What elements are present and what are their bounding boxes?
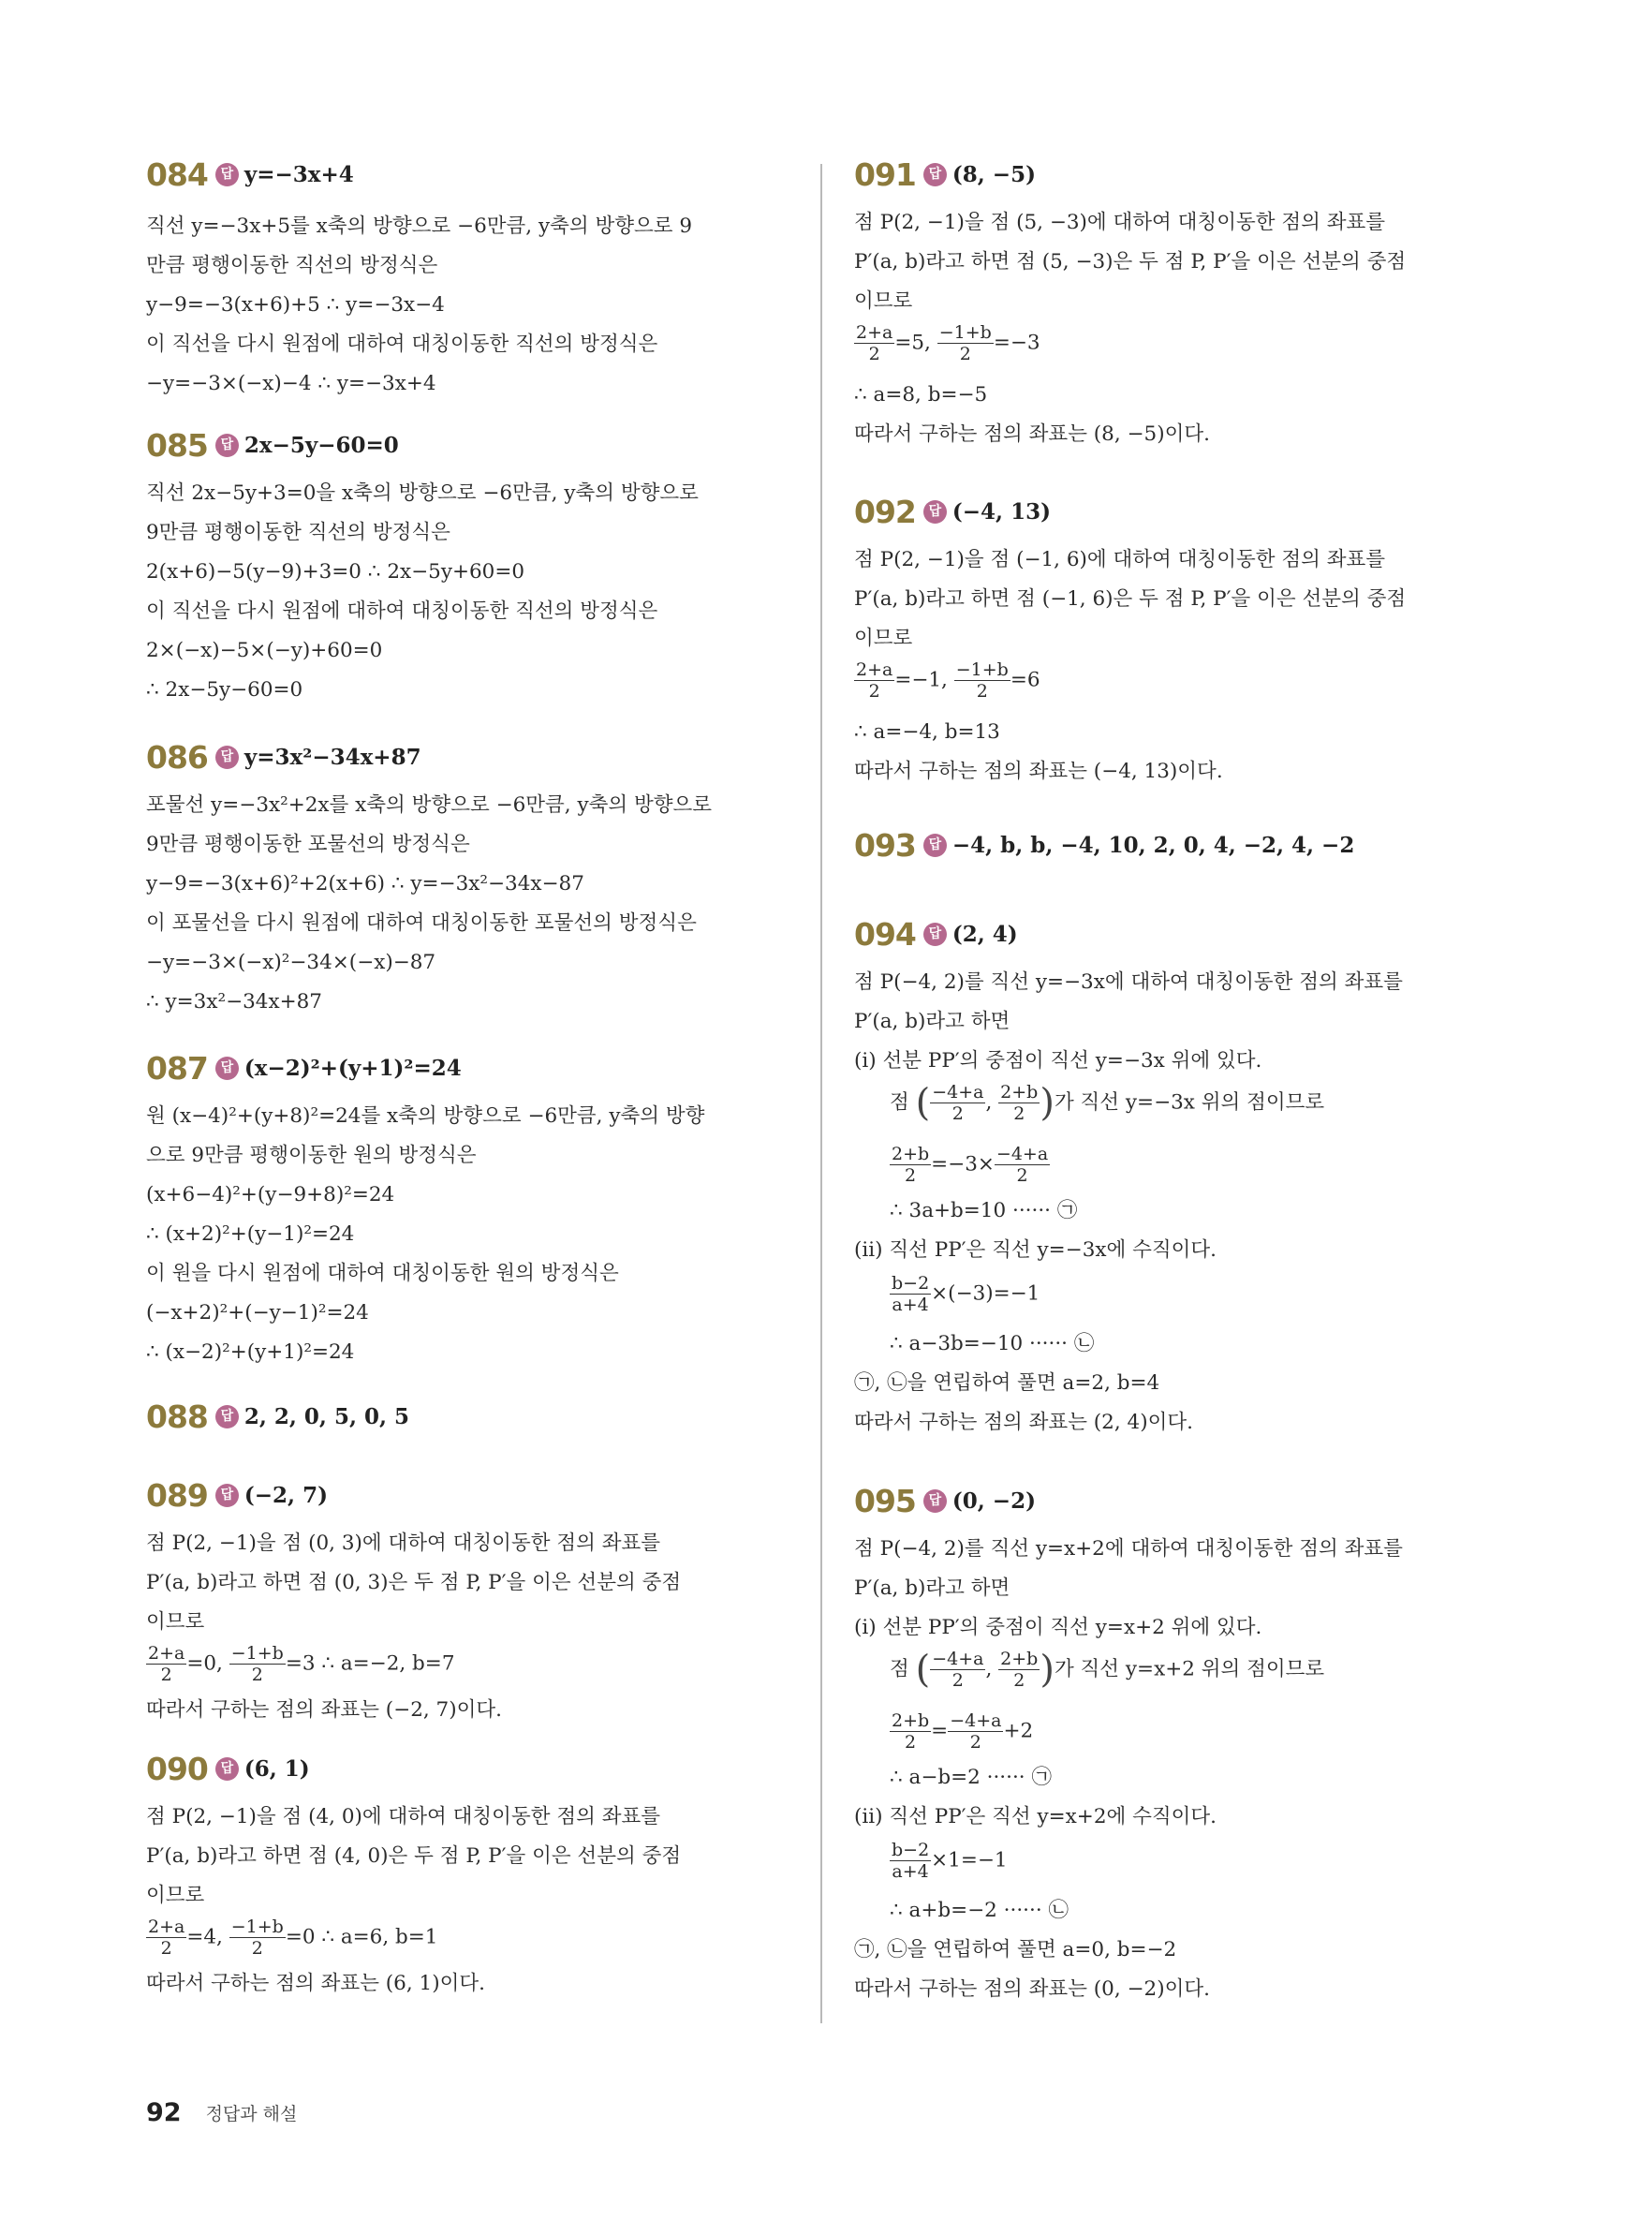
problem-number: 092 [854,493,916,530]
fraction-equation: $\frac{2+a}{2}$ =4, $\frac{-1+b}{2}$ =0 ∴ a=6, b=1 [148,1917,438,1959]
solution-line: 따라서 구하는 점의 좌표는 (8, −5)이다. [854,422,1210,446]
problem-header [146,1396,409,1437]
answer-badge: 답 [215,1057,239,1080]
answer-text: (−4, 13) [951,498,1051,525]
fraction: $\frac{-4+a}{2}$ [932,1649,984,1691]
problem-number: 088 [146,1398,208,1435]
problem-number: 086 [146,738,208,776]
solution-line: ∴ (x−2)²+(y+1)²=24 [146,1340,355,1364]
solution-line: (ⅰ) 선분 PP′의 중점이 직선 y=−3x 위에 있다. [854,1049,1262,1073]
solution-line: 직선 2x−5y+3=0을 x축의 방향으로 −6만큼, y축의 방향으로 [146,481,699,505]
fraction: $\frac{-1+b}{2}$ [230,1643,284,1685]
solution-line: 따라서 구하는 점의 좌표는 (−4, 13)이다. [854,760,1223,783]
answer-text: 2, 2, 0, 5, 0, 5 [243,1403,409,1429]
solution-line: 직선 y=−3x+5를 x축의 방향으로 −6만큼, y축의 방향으로 9 [146,215,693,238]
solution-line: ∴ y=3x²−34x+87 [146,990,322,1014]
problem-number: 094 [854,915,916,953]
solution-line: ∴ a−b=2 ······ ㉠ [890,1766,1052,1789]
solution-line: ∴ a=8, b=−5 [854,383,988,407]
fraction: $\frac{2+b}{2}$ [892,1144,930,1186]
problem-number: 090 [146,1750,208,1787]
answer-badge: 답 [215,1757,239,1781]
fraction-equation: $\frac{2+a}{2}$ =0, $\frac{-1+b}{2}$ =3 ∴ a=−2, b=7 [148,1643,455,1685]
problem-number: 084 [146,155,208,193]
fraction: $\frac{b-2}{a+4}$ [892,1840,930,1882]
fraction: $\frac{b-2}{a+4}$ [892,1273,930,1315]
problem-number: 089 [146,1476,208,1514]
answer-badge: 답 [923,500,947,524]
problem-header [854,913,1018,955]
fraction-equation: $\frac{2+a}{2}$ =5, $\frac{-1+b}{2}$ =−3 [856,322,1040,364]
solution-line: P′(a, b)라고 하면 [854,1010,1010,1033]
answer-text: (0, −2) [951,1487,1036,1514]
solution-line: 이 포물선을 다시 원점에 대하여 대칭이동한 포물선의 방정식은 [146,911,697,935]
solution-line: ∴ 3a+b=10 ······ ㉠ [890,1199,1078,1222]
answer-text: y=−3x+4 [243,161,354,187]
solution-line: 9만큼 평행이동한 포물선의 방정식은 [146,833,470,856]
solution-line: ㉠, ㉡을 연립하여 풀면 a=0, b=−2 [854,1938,1177,1961]
solution-line: −y=−3×(−x)−4 ∴ y=−3x+4 [146,372,436,395]
fraction: $\frac{2+b}{2}$ [1000,1649,1039,1691]
solution-line: 9만큼 평행이동한 직선의 방정식은 [146,521,450,544]
solution-line: 원 (x−4)²+(y+8)²=24를 x축의 방향으로 −6만큼, y축의 방향 [146,1104,705,1128]
solution-line: 따라서 구하는 점의 좌표는 (6, 1)이다. [146,1972,485,1995]
answer-text: −4, b, b, −4, 10, 2, 0, 4, −2, 4, −2 [951,832,1355,858]
solution-line: 이므로 [854,627,913,650]
solution-line: 점 P(−4, 2)를 직선 y=−3x에 대하여 대칭이동한 점의 좌표를 [854,970,1403,994]
solution-line: ∴ 2x−5y−60=0 [146,678,303,702]
solution-line: 이 직선을 다시 원점에 대하여 대칭이동한 직선의 방정식은 [146,599,658,623]
solution-line: 점 P(2, −1)을 점 (4, 0)에 대하여 대칭이동한 점의 좌표를 [146,1805,660,1828]
answer-badge: 답 [215,163,239,186]
solution-line: P′(a, b)라고 하면 점 (0, 3)은 두 점 P, P′을 이은 선분의 중점 [146,1571,682,1594]
fraction: $\frac{-1+b}{2}$ [230,1917,284,1959]
solution-line: 점 P(2, −1)을 점 (5, −3)에 대하여 대칭이동한 점의 좌표를 [854,211,1386,234]
solution-line: (ⅰ) 선분 PP′의 중점이 직선 y=x+2 위에 있다. [854,1616,1262,1639]
fraction: $\frac{-4+a}{2}$ [950,1710,1002,1753]
solution-line: (ⅱ) 직선 PP′은 직선 y=−3x에 수직이다. [854,1238,1217,1262]
midpoint-line: 점 ( $\frac{-4+a}{2}$ , $\frac{2+b}{2}$ )가 직선 y=−3x 위의 점이므로 [890,1081,1325,1125]
solution-line: 이므로 [146,1610,205,1634]
fraction: $\frac{-4+a}{2}$ [932,1082,984,1124]
solution-line: 따라서 구하는 점의 좌표는 (2, 4)이다. [854,1411,1193,1434]
problem-header [146,424,399,466]
solution-line: 이 직선을 다시 원점에 대하여 대칭이동한 직선의 방정식은 [146,333,658,356]
solution-line: −y=−3×(−x)²−34×(−x)−87 [146,951,436,974]
problem-header [146,1047,462,1088]
solution-line: 2(x+6)−5(y−9)+3=0 ∴ 2x−5y+60=0 [146,560,525,584]
problem-header [854,1480,1036,1521]
solution-line: 2×(−x)−5×(−y)+60=0 [146,639,383,662]
page-number: 92 [146,2098,182,2127]
solution-line: (−x+2)²+(−y−1)²=24 [146,1301,369,1325]
solution-line: 으로 9만큼 평행이동한 원의 방정식은 [146,1144,477,1167]
answer-badge: 답 [923,923,947,946]
problem-number: 093 [854,826,916,864]
fraction: $\frac{2+b}{2}$ [1000,1082,1039,1124]
solution-line: 따라서 구하는 점의 좌표는 (0, −2)이다. [854,1977,1210,2001]
answer-badge: 답 [215,1405,239,1428]
fraction-equation: $\frac{b-2}{a+4}$ ×1=−1 [892,1840,1008,1882]
answer-badge: 답 [923,163,947,186]
fraction: $\frac{2+b}{2}$ [892,1710,930,1753]
fraction: $\frac{2+a}{2}$ [148,1643,185,1685]
fraction-equation: $\frac{b-2}{a+4}$ ×(−3)=−1 [892,1273,1040,1315]
solution-line: P′(a, b)라고 하면 점 (−1, 6)은 두 점 P, P′을 이은 선분의 중점 [854,587,1407,611]
fraction: $\frac{-4+a}{2}$ [996,1144,1049,1186]
problem-number: 087 [146,1049,208,1087]
solution-line: ∴ (x+2)²+(y−1)²=24 [146,1222,355,1246]
solution-line: 이므로 [146,1884,205,1907]
problem-header [146,736,421,777]
solution-line: 점 P(2, −1)을 점 (−1, 6)에 대하여 대칭이동한 점의 좌표를 [854,548,1386,571]
fraction: $\frac{-1+b}{2}$ [938,322,992,364]
answer-text: (8, −5) [951,161,1036,187]
solution-line: 점 P(2, −1)을 점 (0, 3)에 대하여 대칭이동한 점의 좌표를 [146,1532,660,1555]
solution-line: ∴ a−3b=−10 ······ ㉡ [890,1332,1095,1355]
solution-line: (x+6−4)²+(y−9+8)²=24 [146,1183,395,1206]
problem-header [146,154,354,195]
answer-badge: 답 [923,1489,947,1513]
answer-badge: 답 [215,746,239,769]
solution-line: ㉠, ㉡을 연립하여 풀면 a=2, b=4 [854,1371,1160,1395]
solution-line: ∴ a=−4, b=13 [854,720,1000,744]
page-footer [146,2098,297,2127]
answer-text: (2, 4) [951,921,1018,947]
solution-line: P′(a, b)라고 하면 점 (4, 0)은 두 점 P, P′을 이은 선분의 중점 [146,1844,682,1868]
fraction: $\frac{-1+b}{2}$ [955,659,1009,702]
solution-line: 따라서 구하는 점의 좌표는 (−2, 7)이다. [146,1698,502,1722]
problem-number: 085 [146,426,208,464]
problem-number: 095 [854,1482,916,1519]
solution-line: 이므로 [854,289,913,313]
problem-header [854,154,1036,195]
answer-text: (x−2)²+(y+1)²=24 [243,1055,462,1081]
midpoint-line: 점 ( $\frac{-4+a}{2}$ , $\frac{2+b}{2}$ )가 직선 y=x+2 위의 점이므로 [890,1648,1325,1692]
problem-header [146,1748,310,1789]
page-label: 정답과 해설 [205,2104,298,2124]
answer-text: (−2, 7) [243,1482,328,1508]
problem-header [854,824,1354,866]
problem-number: 091 [854,155,916,193]
solution-line: 이 원을 다시 원점에 대하여 대칭이동한 원의 방정식은 [146,1262,619,1285]
answer-text: y=3x²−34x+87 [243,744,421,770]
solution-line: 만큼 평행이동한 직선의 방정식은 [146,254,438,277]
fraction: $\frac{2+a}{2}$ [856,322,893,364]
solution-line: P′(a, b)라고 하면 점 (5, −3)은 두 점 P, P′을 이은 선분의 중점 [854,250,1407,274]
fraction-equation: $\frac{2+b}{2}$ = $\frac{-4+a}{2}$ +2 [892,1710,1034,1753]
solution-line: y−9=−3(x+6)²+2(x+6) ∴ y=−3x²−34x−87 [146,872,584,895]
solution-line: ∴ a+b=−2 ······ ㉡ [890,1899,1069,1922]
fraction-equation: $\frac{2+a}{2}$ =−1, $\frac{-1+b}{2}$ =6 [856,659,1040,702]
answer-badge: 답 [215,1484,239,1507]
solution-line: y−9=−3(x+6)+5 ∴ y=−3x−4 [146,293,445,317]
answer-text: 2x−5y−60=0 [243,432,399,458]
fraction-equation: $\frac{2+b}{2}$ =−3× $\frac{-4+a}{2}$ [892,1144,1049,1186]
solution-line: 포물선 y=−3x²+2x를 x축의 방향으로 −6만큼, y축의 방향으로 [146,793,713,817]
problem-header [854,491,1051,532]
fraction: $\frac{2+a}{2}$ [148,1917,185,1959]
column-divider [820,164,822,2023]
fraction: $\frac{2+a}{2}$ [856,659,893,702]
solution-line: (ⅱ) 직선 PP′은 직선 y=x+2에 수직이다. [854,1805,1217,1828]
problem-header [146,1474,328,1516]
answer-badge: 답 [215,434,239,457]
answer-badge: 답 [923,834,947,857]
answer-text: (6, 1) [243,1755,310,1782]
solution-line: 점 P(−4, 2)를 직선 y=x+2에 대하여 대칭이동한 점의 좌표를 [854,1537,1403,1561]
solution-line: P′(a, b)라고 하면 [854,1576,1010,1600]
